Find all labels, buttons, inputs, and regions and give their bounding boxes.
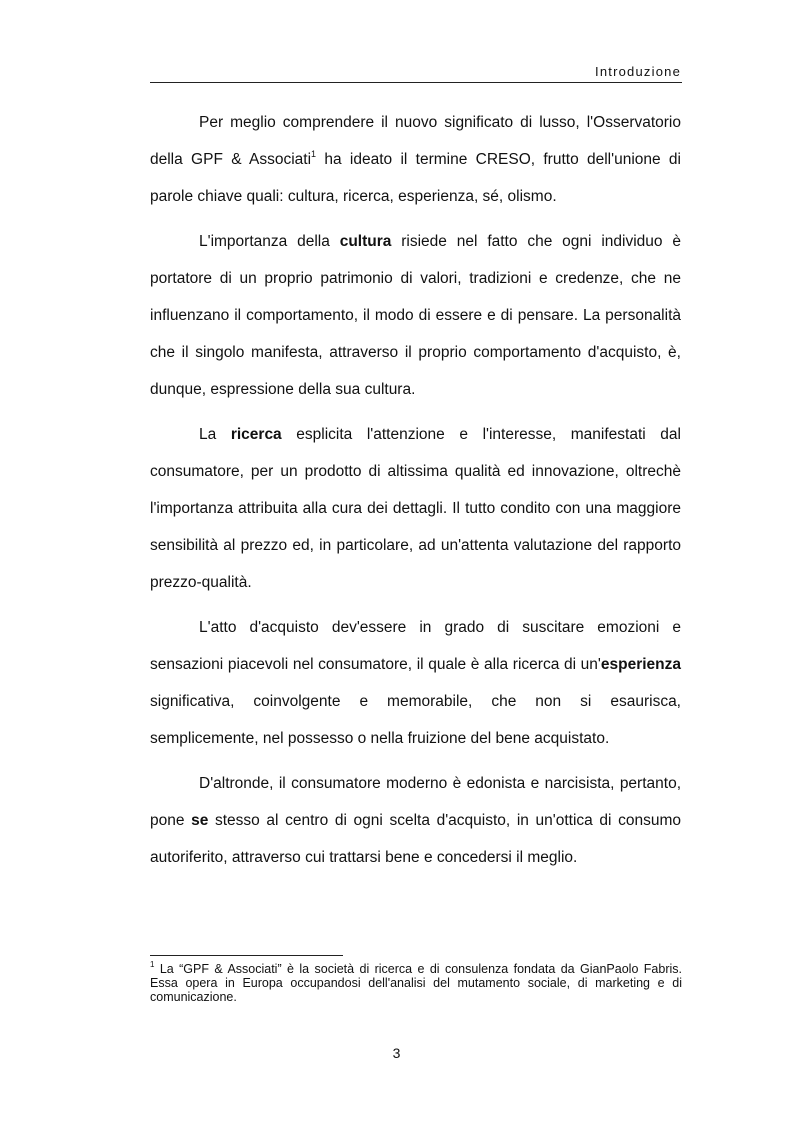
keyword-se: se bbox=[191, 812, 209, 829]
paragraph-ricerca-post: esplicita l'attenzione e l'interesse, manifestati dal consumatore, per un prodotto di altissima qualità ed innovazione, oltrechè l'importanza attribuita alla cura dei dettagli. Il tutto condito con una maggiore sensibilità al prezzo ed, in particolare, ad un'attenta valutazione del rapporto prezzo-qualità. bbox=[150, 426, 681, 591]
paragraph-ricerca bbox=[150, 416, 681, 601]
paragraph-esperienza bbox=[150, 609, 681, 757]
paragraph-intro-text-2: ha ideato il termine CRESO, frutto dell'unione di parole chiave quali: cultura, ricerca, esperienza, sé, olismo. bbox=[150, 151, 681, 205]
paragraph-ricerca-pre: La bbox=[199, 426, 231, 443]
paragraph-se-pre: D'altronde, il consumatore moderno è edonista e narcisista, pertanto, pone bbox=[150, 775, 681, 829]
paragraph-esperienza-post: significativa, coinvolgente e memorabile, che non si esaurisca, semplicemente, nel possesso o nella fruizione del bene acquistato. bbox=[150, 693, 681, 747]
main-text bbox=[150, 104, 681, 884]
keyword-esperienza: esperienza bbox=[600, 656, 681, 673]
footnote bbox=[150, 959, 682, 1004]
paragraph-esperienza-pre: L'atto d'acquisto dev'essere in grado di suscitare emozioni e sensazioni piacevoli nel consumatore, il quale è alla ricerca di un' bbox=[150, 619, 681, 673]
footnote-text: La “GPF & Associati” è la società di ricerca e di consulenza fondata da GianPaolo Fabris. Essa opera in Europa occupandosi dell'analisi del mutamento sociale, di marketing e di comunicazione. bbox=[150, 962, 682, 1004]
page-number: 3 bbox=[392, 1045, 401, 1061]
header-rule bbox=[150, 82, 682, 83]
keyword-ricerca: ricerca bbox=[230, 426, 282, 443]
paragraph-cultura bbox=[150, 223, 681, 408]
footnote-marker: 1 bbox=[150, 959, 155, 969]
paragraph-intro bbox=[150, 104, 681, 215]
footnote-rule bbox=[150, 955, 343, 956]
paragraph-intro-text-1: Per meglio comprendere il nuovo significato di lusso, l'Osservatorio della GPF & Associati bbox=[150, 114, 681, 168]
paragraph-cultura-post: risiede nel fatto che ogni individuo è portatore di un proprio patrimonio di valori, tradizioni e credenze, che ne influenzano il comportamento, il modo di essere e di pensare. La personalità che il singolo manifesta, attraverso il proprio comportamento d'acquisto, è, dunque, espressione della sua cultura. bbox=[150, 233, 681, 398]
paragraph-se bbox=[150, 765, 681, 876]
footnote-reference: 1 bbox=[311, 148, 317, 159]
keyword-cultura: cultura bbox=[339, 233, 392, 250]
paragraph-se-post: stesso al centro di ogni scelta d'acquisto, in un'ottica di consumo autoriferito, attraverso cui trattarsi bene e concedersi il meglio. bbox=[150, 812, 681, 866]
running-header: Introduzione bbox=[595, 64, 681, 79]
paragraph-cultura-pre: L'importanza della bbox=[199, 233, 340, 250]
